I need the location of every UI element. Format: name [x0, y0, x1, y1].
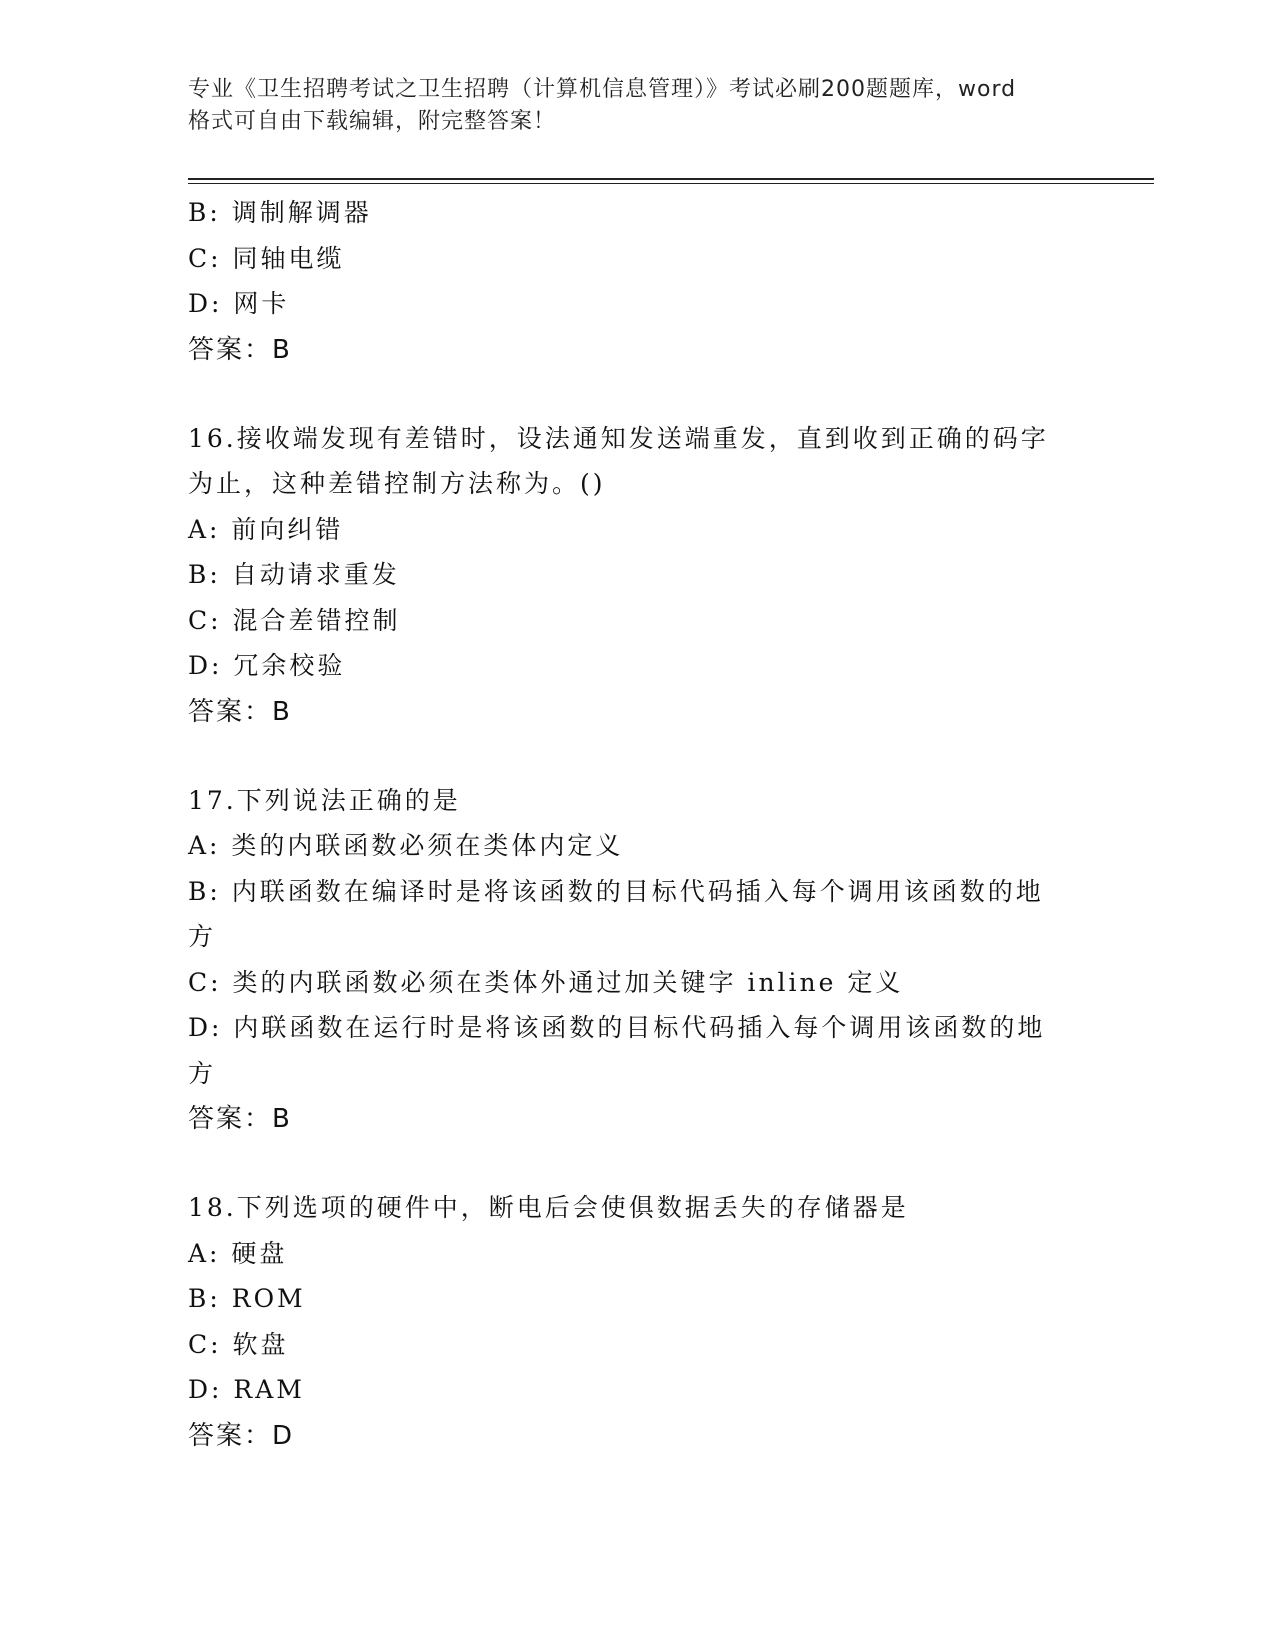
q18-answer: 答案：D	[188, 1420, 295, 1451]
q16-stem-line-1: 16.接收端发现有差错时，设法通知发送端重发，直到收到正确的码字	[188, 423, 1049, 453]
q16-option-b: B: 自动请求重发	[188, 560, 400, 589]
q17-option-a: A: 类的内联函数必须在类体内定义	[188, 831, 624, 860]
q18-option-a: A: 硬盘	[188, 1238, 288, 1268]
q17-stem: 17.下列说法正确的是	[188, 785, 461, 815]
q17-option-d-line-2: 方	[188, 1058, 217, 1088]
header-divider-thin	[188, 183, 1154, 184]
q15-answer: 答案：B	[188, 334, 292, 365]
q16-option-a: A: 前向纠错	[188, 514, 344, 544]
q16-option-d: D: 冗余校验	[188, 651, 346, 680]
header-title-line-1: 专业《卫生招聘考试之卫生招聘（计算机信息管理）》考试必刷200题题库，word	[188, 77, 1017, 102]
q18-option-b: B: ROM	[188, 1284, 306, 1313]
q17-option-c: C: 类的内联函数必须在类体外通过加关键字 inline 定义	[188, 967, 904, 997]
document-header	[188, 74, 1088, 138]
q17-answer: 答案：B	[188, 1104, 292, 1134]
question-list	[188, 190, 1088, 1459]
header-divider-thick	[188, 178, 1154, 180]
spacer	[188, 735, 1088, 778]
question-17	[188, 778, 1088, 1143]
spacer	[188, 373, 1088, 416]
q18-stem: 18.下列选项的硬件中，断电后会使俱数据丢失的存储器是	[188, 1193, 909, 1222]
question-18	[188, 1185, 1088, 1459]
q18-option-c: C: 软盘	[188, 1329, 289, 1359]
q16-answer: 答案：B	[188, 696, 292, 727]
q17-option-b-line-2: 方	[188, 922, 217, 951]
q17-option-d-line-1: D: 内联函数在运行时是将该函数的目标代码插入每个调用该函数的地	[188, 1013, 1046, 1042]
header-title-line-2: 格式可自由下载编辑，附完整答案！	[188, 109, 557, 134]
question-16	[188, 416, 1088, 735]
question-15	[188, 190, 1088, 373]
spacer	[188, 1142, 1088, 1185]
q16-stem-line-2: 为止，这种差错控制方法称为。()	[188, 469, 606, 498]
q15-option-b: B: 调制解调器	[188, 198, 372, 227]
q15-option-c: C: 同轴电缆	[188, 243, 345, 273]
q18-option-d: D: RAM	[188, 1375, 305, 1404]
q15-option-d: D: 网卡	[188, 289, 290, 318]
q17-option-b-line-1: B: 内联函数在编译时是将该函数的目标代码插入每个调用该函数的地	[188, 876, 1044, 906]
q16-option-c: C: 混合差错控制	[188, 605, 401, 635]
